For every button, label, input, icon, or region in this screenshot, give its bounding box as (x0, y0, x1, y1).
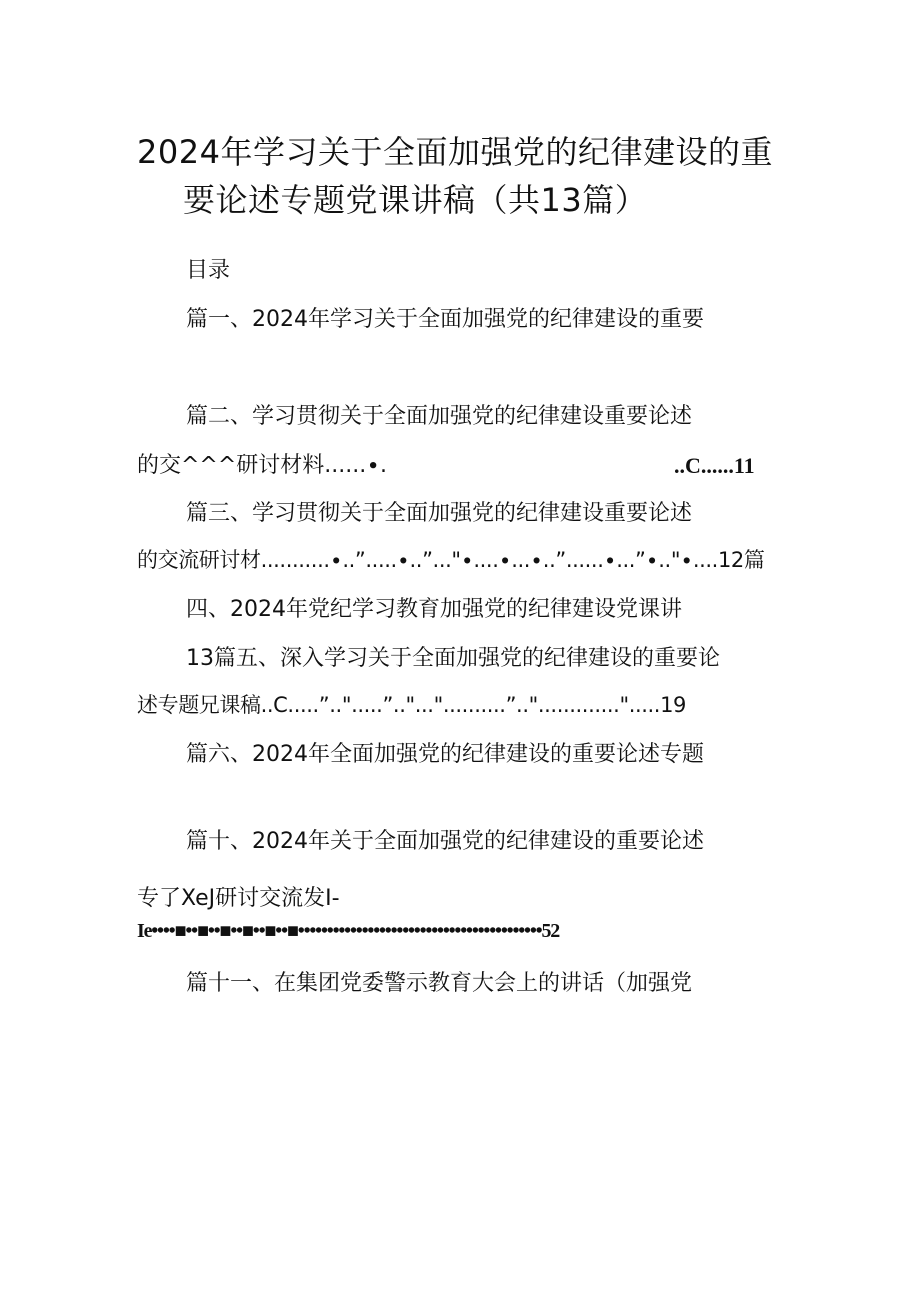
toc-entry-3-line-2: 的交流研讨材...........∙..”.....∙..”..."∙....∙...∙..”......∙...”∙.."∙....12篇 (137, 548, 765, 572)
toc-entry-11: 篇十一、在集团党委警示教育大会上的讲话（加强党 (186, 971, 693, 996)
toc-entry-6: 篇六、2024年全面加强党的纪律建设的重要论述专题 (186, 742, 704, 767)
toc-entry-10-line-1: 篇十、2024年关于全面加强党的纪律建设的重要论述 (186, 829, 704, 854)
toc-heading: 目录 (186, 258, 231, 283)
toc-entry-2-page: ..C......11 (674, 453, 755, 478)
toc-entry-2-line-2: 的交^^^研讨材料......∙. (137, 453, 388, 478)
title-line-2: 要论述专题党课讲稿（共13篇） (183, 181, 648, 219)
toc-entry-4-line-3: 述专题兄课稿..C.....”..".....”.."..."..........”..".............".....19 (137, 693, 687, 717)
toc-entry-3-line-1: 篇三、学习贯彻关于全面加强党的纪律建设重要论述 (186, 501, 693, 526)
toc-entry-4-line-1: 四、2024年党纪学习教育加强党的纪律建设党课讲 (186, 597, 682, 622)
toc-entry-2-line-1: 篇二、学习贯彻关于全面加强党的纪律建设重要论述 (186, 404, 693, 429)
toc-entry-10-line-3: Ie••••■••■••■••■••■••■••••••••••••••••••••••••••••••••••••••••••52 (137, 920, 560, 942)
title-line-1: 2024年学习关于全面加强党的纪律建设的重 (137, 133, 773, 171)
toc-entry-4-line-2: 13篇五、深入学习关于全面加强党的纪律建设的重要论 (186, 646, 720, 671)
toc-entry-10-line-2: 专了XeJ研讨交流发I- (137, 886, 340, 911)
toc-entry-1: 篇一、2024年学习关于全面加强党的纪律建设的重要 (186, 307, 704, 332)
